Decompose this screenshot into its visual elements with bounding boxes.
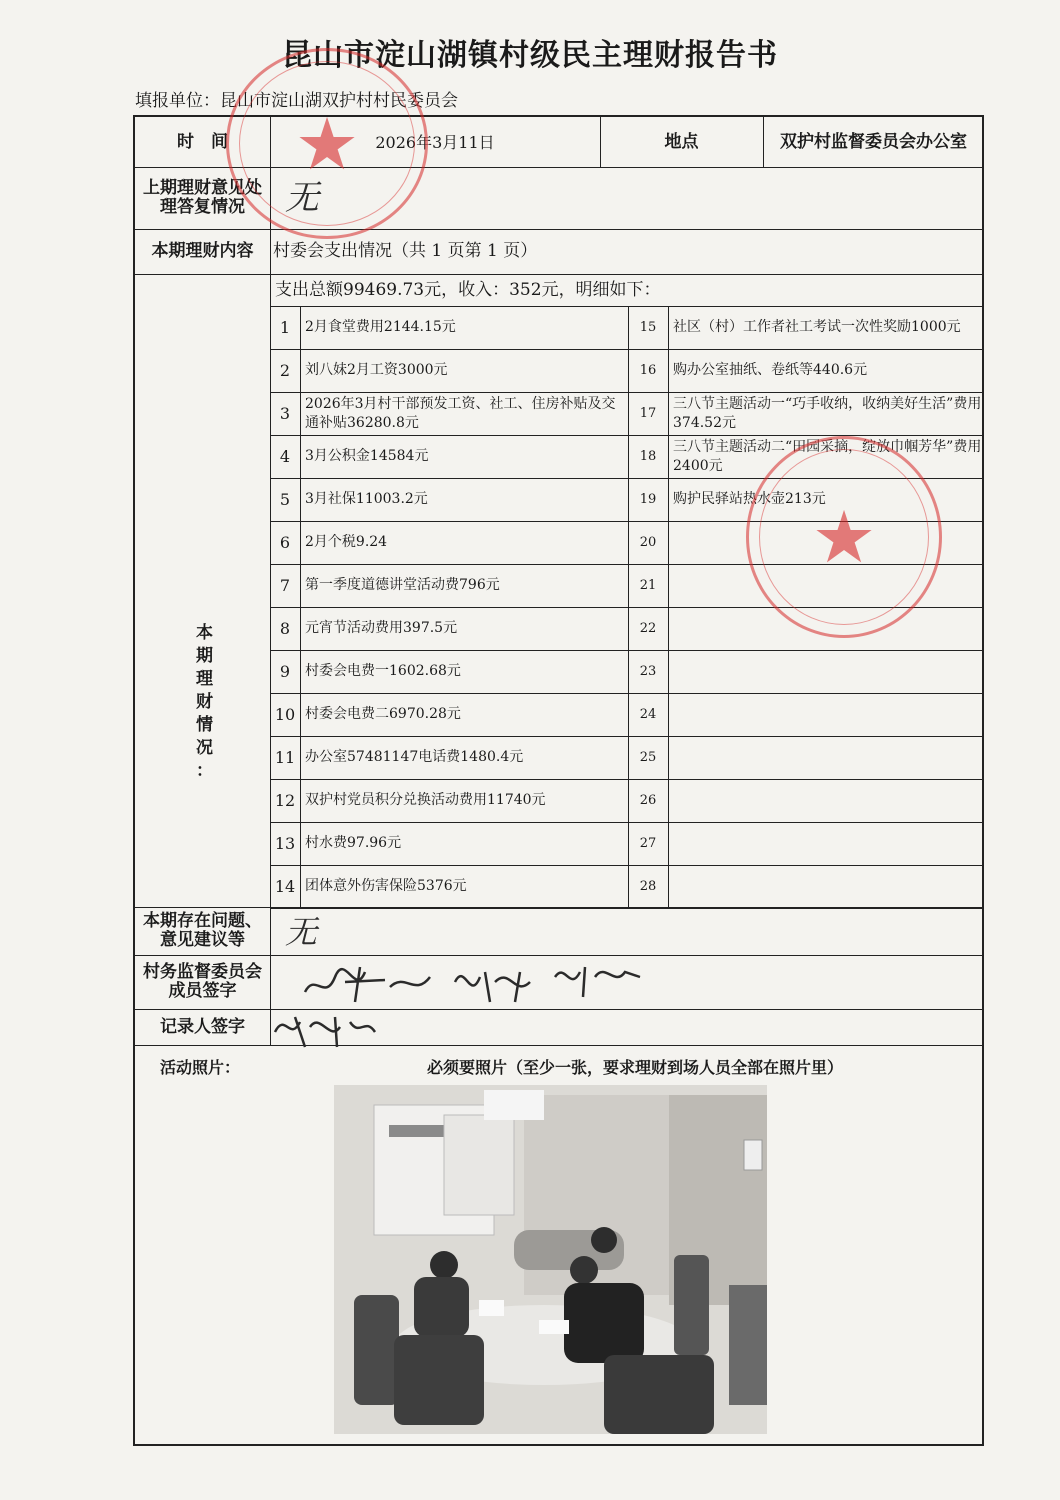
time-label: 时 间 [177, 131, 228, 152]
item-number: 23 [639, 664, 657, 679]
reporting-unit: 填报单位：昆山市淀山湖双护村村民委员会 [135, 91, 458, 111]
expense-item: 购护民驿站热水壶213元 [673, 491, 826, 507]
item-number: 5 [279, 490, 291, 509]
item-number: 19 [639, 492, 657, 507]
recorder-signature [265, 1002, 385, 1052]
seal-star-icon: ★ [811, 495, 877, 579]
item-number: 3 [279, 404, 291, 423]
item-number: 14 [274, 877, 296, 896]
expense-item: 元宵节活动费用397.5元 [305, 620, 458, 636]
activity-photo [334, 1085, 767, 1434]
item-number: 11 [274, 748, 296, 767]
photo-note: 必须要照片（至少一张，要求理财到场人员全部在照片里） [426, 1057, 843, 1077]
expense-item: 2月食堂费用2144.15元 [305, 319, 456, 335]
item-number: 27 [639, 836, 657, 851]
item-number: 17 [639, 406, 657, 421]
issues-label: 本期存在问题、意见建议等 [143, 911, 262, 950]
grid-line [270, 908, 984, 909]
situation-summary: 支出总额99469.73元，收入：352元，明细如下： [275, 279, 661, 300]
issues-value: 无 [285, 912, 318, 951]
supervision-committee-seal [746, 436, 942, 638]
prev-feedback-value: 无 [285, 177, 319, 218]
item-number: 9 [279, 662, 291, 681]
expense-item: 第一季度道德讲堂活动费796元 [305, 577, 500, 593]
item-number: 4 [279, 447, 291, 466]
item-number: 18 [639, 449, 657, 464]
item-number: 2 [279, 361, 291, 380]
expense-item [668, 693, 984, 736]
recorder-label: 记录人签字 [160, 1016, 245, 1037]
content-value: 村委会支出情况（共 1 页第 1 页） [273, 241, 538, 261]
expense-item [668, 779, 984, 822]
grid-line [135, 1045, 984, 1046]
item-number: 25 [639, 750, 657, 765]
time-value: 2026年3月11日 [375, 132, 495, 152]
expense-item: 办公室57481147电话费1480.4元 [305, 749, 524, 765]
item-number: 22 [639, 621, 657, 636]
item-number: 26 [639, 793, 657, 808]
expense-item: 村委会电费一1602.68元 [305, 663, 461, 679]
item-number: 24 [639, 707, 657, 722]
expense-item: 三八节主题活动二“田园采摘，绽放巾帼芳华”费用2400元 [673, 438, 982, 474]
item-number: 28 [639, 879, 657, 894]
expense-item: 3月公积金14584元 [305, 448, 429, 464]
content-label: 本期理财内容 [151, 241, 254, 261]
item-number: 21 [639, 578, 657, 593]
place-value: 双护村监督委员会办公室 [780, 131, 967, 152]
expense-item: 村水费97.96元 [305, 835, 402, 851]
expense-item [668, 822, 984, 865]
expense-item: 2026年3月村干部预发工资、社工、住房补贴及交通补贴36280.8元 [305, 395, 616, 431]
expense-item: 双护村党员积分兑换活动费用11740元 [305, 792, 546, 808]
prev-feedback-label: 上期理财意见处理答复情况 [143, 178, 262, 217]
item-number: 6 [279, 533, 291, 552]
item-number: 20 [639, 535, 657, 550]
item-number: 16 [639, 363, 657, 378]
expense-item: 团体意外伤害保险5376元 [305, 878, 467, 894]
item-number: 13 [274, 834, 296, 853]
report-title: 昆山市淀山湖镇村级民主理财报告书 [282, 38, 778, 73]
item-number: 8 [279, 619, 291, 638]
expense-item: 购办公室抽纸、卷纸等440.6元 [673, 362, 868, 378]
item-number: 1 [279, 318, 291, 337]
expense-item [668, 650, 984, 693]
place-label: 地点 [664, 131, 699, 152]
expense-item [668, 736, 984, 779]
expense-item: 2月个税9.24 [305, 534, 388, 550]
item-number: 15 [639, 320, 657, 335]
item-number: 12 [274, 791, 296, 810]
expense-item [668, 865, 984, 908]
supervisors-label: 村务监督委员会成员签字 [143, 962, 262, 1001]
expense-item: 3月社保11003.2元 [305, 491, 428, 507]
meeting-scene [334, 1085, 767, 1434]
village-committee-seal [226, 48, 428, 239]
seal-star-icon: ★ [294, 101, 360, 186]
expense-item: 三八节主题活动一“巧手收纳，收纳美好生活”费用374.52元 [673, 395, 982, 431]
item-number: 7 [279, 576, 291, 595]
photo-label: 活动照片： [160, 1057, 241, 1077]
item-number: 10 [274, 705, 296, 724]
expense-item: 社区（村）工作者社工考试一次性奖励1000元 [673, 319, 961, 335]
expense-item: 刘八妹2月工资3000元 [305, 362, 448, 378]
situation-label: 本 期 理 财 情 况 ： [196, 623, 213, 781]
expense-item: 村委会电费二6970.28元 [305, 706, 461, 722]
